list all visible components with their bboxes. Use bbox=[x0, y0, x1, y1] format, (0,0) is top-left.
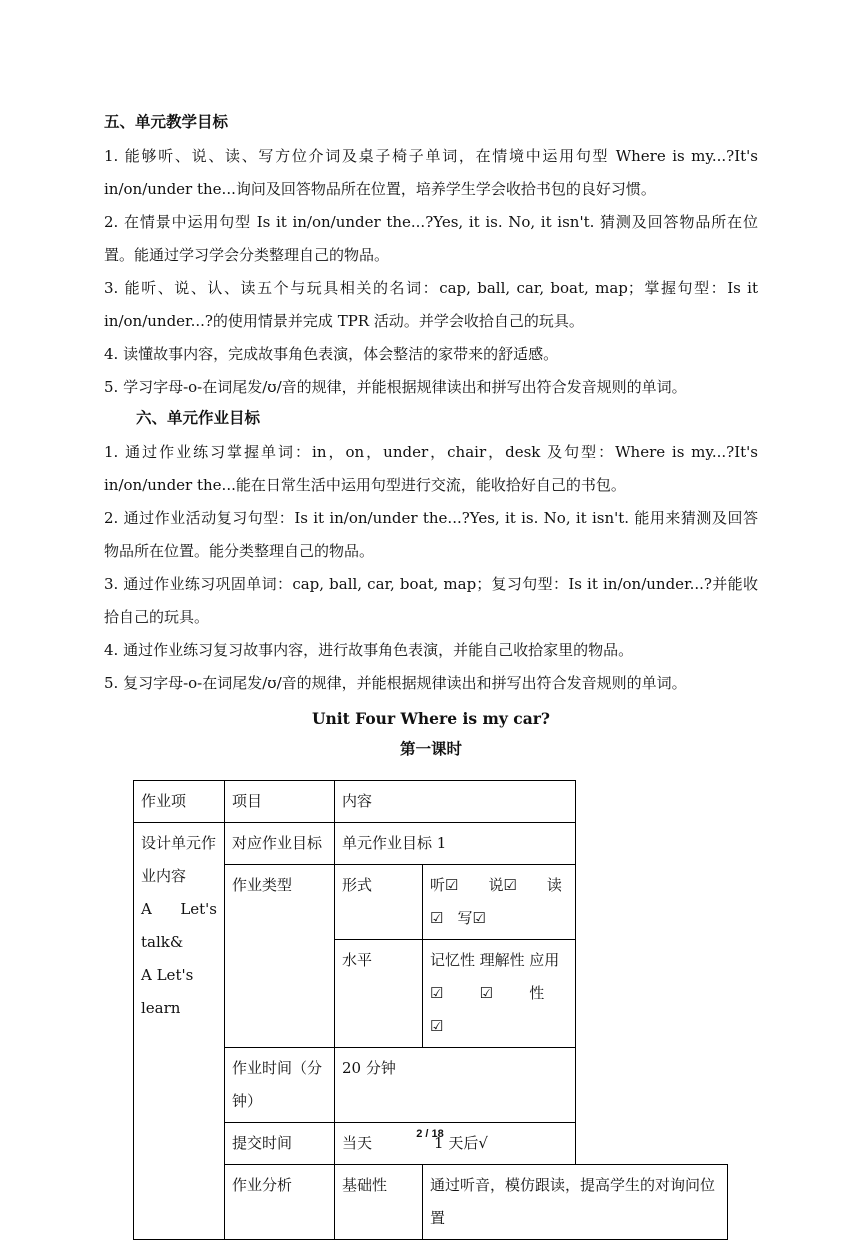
level-understanding: 理解性☑ bbox=[479, 951, 525, 1002]
teaching-goal-2: 2. 在情景中运用句型 Is it in/on/under the...?Yes, it is. No, it isn't. 猜测及回答物品所在位置。能通过学习学会分类整理自己的物品。 bbox=[104, 213, 758, 264]
submit-same-day: 当天 bbox=[342, 1134, 373, 1152]
table-row bbox=[134, 823, 728, 865]
homework-goal-5: 5. 复习字母-o-在词尾发/ʊ/音的规律，并能根据规律读出和拼写出符合发音规则的单词。 bbox=[104, 674, 687, 692]
form-write: 写☑ bbox=[457, 909, 486, 927]
lesson-lets: Let's bbox=[180, 900, 217, 918]
section-heading-teaching-goals: 五、单元教学目标 bbox=[104, 112, 229, 131]
content-body bbox=[104, 108, 758, 766]
lesson-learn: A Let's learn bbox=[141, 966, 194, 1017]
section-heading-homework-goals: 六、单元作业目标 bbox=[136, 408, 261, 427]
lesson-talk: talk& bbox=[141, 933, 184, 951]
time-label: 作业时间（分钟） bbox=[225, 1048, 335, 1123]
type-label: 作业类型 bbox=[225, 865, 335, 1048]
goal-value: 单元作业目标 1 bbox=[335, 823, 576, 865]
homework-goal-1: 1. 通过作业练习掌握单词：in，on，under，chair，desk 及句型：Where is my...?It's in/on/under the...能在日常生活中运用句型进行交流，能收拾好自己的书包。 bbox=[104, 443, 758, 494]
teaching-goal-1: 1. 能够听、说、读、写方位介词及桌子椅子单词，在情境中运用句型 Where is my...?It's in/on/under the...询问及回答物品所在位置，培养学生学会收拾书包的良好习惯。 bbox=[104, 147, 758, 198]
form-label: 形式 bbox=[335, 865, 423, 940]
form-read: 读☑ bbox=[430, 876, 562, 927]
analysis-label: 作业分析 bbox=[225, 1165, 335, 1240]
homework-goal-2: 2. 通过作业活动复习句型：Is it in/on/under the...?Yes, it is. No, it isn't. 能用来猜测及回答物品所在位置。能分类整理自己的物品。 bbox=[104, 509, 758, 560]
lesson-a: A bbox=[141, 900, 152, 918]
header-cell: 作业项 bbox=[134, 781, 225, 823]
goal-label: 对应作业目标 bbox=[225, 823, 335, 865]
form-speak: 说☑ bbox=[488, 876, 517, 894]
basic-label: 基础性 bbox=[335, 1165, 423, 1240]
submit-label: 提交时间 bbox=[225, 1123, 335, 1165]
level-value bbox=[423, 940, 576, 1048]
unit-title: Unit Four Where is my car? bbox=[311, 709, 551, 728]
header-cell: 内容 bbox=[335, 781, 576, 823]
level-line bbox=[430, 944, 568, 1010]
lesson-title: 第一课时 bbox=[399, 739, 462, 758]
level-memory: 记忆性☑ bbox=[430, 951, 476, 1002]
page-number: 2 / 18 bbox=[416, 1128, 444, 1140]
teaching-goal-3: 3. 能听、说、认、读五个与玩具相关的名词：cap, ball, car, boat, map；掌握句型：Is it in/on/under...?的使用情景并完成 TPR 活动。并学会收拾自己的玩具。 bbox=[104, 279, 758, 330]
table-row bbox=[134, 781, 728, 823]
design-content-cell bbox=[134, 823, 225, 1240]
level-application: 应用性 bbox=[529, 951, 560, 1002]
teaching-goal-5: 5. 学习字母-o-在词尾发/ʊ/音的规律，并能根据规律读出和拼写出符合发音规则的单词。 bbox=[104, 378, 687, 396]
level-check: ☑ bbox=[430, 1017, 444, 1035]
form-value bbox=[423, 865, 576, 940]
time-value: 20 分钟 bbox=[335, 1048, 576, 1123]
homework-table bbox=[133, 780, 728, 1240]
design-label: 设计单元作业内容 bbox=[141, 834, 217, 885]
level-label: 水平 bbox=[335, 940, 423, 1048]
homework-goal-3: 3. 通过作业练习巩固单词：cap, ball, car, boat, map；复习句型：Is it in/on/under...?并能收拾自己的玩具。 bbox=[104, 575, 758, 626]
header-cell: 项目 bbox=[225, 781, 335, 823]
form-listen: 听☑ bbox=[430, 876, 459, 894]
homework-goal-4: 4. 通过作业练习复习故事内容，进行故事角色表演，并能自己收拾家里的物品。 bbox=[104, 641, 634, 659]
submit-one-day: 1 天后√ bbox=[434, 1134, 488, 1152]
lesson-line bbox=[141, 893, 217, 926]
basic-value: 通过听音，模仿跟读，提高学生的对询问位置 bbox=[423, 1165, 728, 1240]
teaching-goal-4: 4. 读懂故事内容，完成故事角色表演，体会整洁的家带来的舒适感。 bbox=[104, 345, 559, 363]
